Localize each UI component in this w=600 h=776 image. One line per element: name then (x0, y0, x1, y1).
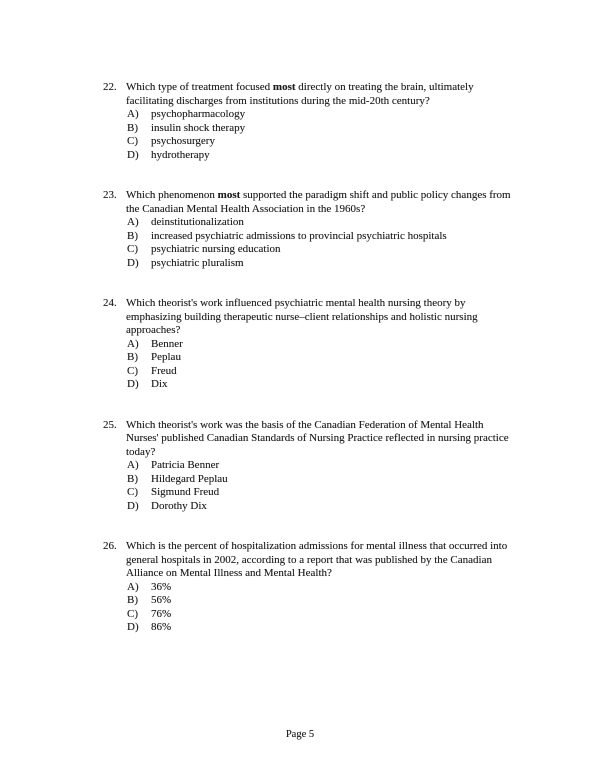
question-24 (103, 297, 600, 392)
option-text: psychosurgery (151, 135, 215, 147)
option-letter: B) (127, 121, 138, 134)
option-letter: D) (127, 378, 139, 390)
option-letter: D) (127, 499, 139, 512)
answer-option (126, 135, 474, 149)
question-stem-line: the Canadian Mental Health Association in the 1960s? (126, 202, 366, 215)
option-text: psychiatric pluralism (151, 256, 244, 269)
question-stem-line (126, 540, 507, 554)
stem-bold-segment: most (217, 189, 241, 201)
stem-text-segment: directly on treating the brain, ultimately (295, 81, 474, 93)
option-text: Dix (151, 378, 168, 390)
question-stem-line (126, 189, 511, 203)
stem-text-segment: Which is the percent of hospitalization admissions for mental illness that occurred into (126, 540, 508, 552)
answer-option (126, 378, 478, 392)
answer-option (126, 338, 478, 352)
option-text: Sigmund Freud (151, 486, 220, 498)
stem-text-segment: Which theorist's work was the basis of the Canadian Federation of Mental Health (126, 418, 484, 431)
option-letter: B) (127, 229, 138, 242)
question-22 (103, 81, 600, 162)
option-text: increased psychiatric admissions to provincial psychiatric hospitals (151, 229, 447, 242)
option-letter: B) (127, 472, 138, 485)
question-stem-line: today? (126, 445, 156, 458)
answer-option (126, 608, 507, 622)
question-stem-line: approaches? (126, 324, 181, 336)
question-stem-line (126, 81, 474, 95)
question-number: 22. (103, 81, 117, 93)
question-body (126, 189, 511, 270)
question-stem-line (126, 297, 478, 311)
question-stem-line: emphasizing building therapeutic nurse–client relationships and holistic nursing (126, 310, 478, 323)
option-letter: B) (127, 351, 138, 363)
answer-option (126, 230, 511, 244)
answer-option (126, 500, 509, 514)
stem-text-segment: Which phenomenon (126, 189, 218, 201)
option-text: Benner (151, 337, 183, 350)
option-letter: C) (127, 243, 138, 255)
question-body (126, 81, 474, 162)
option-letter: A) (127, 580, 139, 593)
option-text: psychopharmacology (151, 108, 246, 120)
option-letter: D) (127, 256, 139, 269)
option-text: deinstitutionalization (151, 216, 244, 228)
option-text: Freud (151, 364, 177, 377)
option-text: 36% (151, 580, 172, 593)
answer-option (126, 621, 507, 635)
option-letter: C) (127, 135, 138, 147)
answer-option (126, 594, 507, 608)
option-letter: D) (127, 621, 139, 633)
question-stem-line: facilitating discharges from institutions during the mid-20th century? (126, 94, 430, 107)
question-stem-line: Nurses' published Canadian Standards of Nursing Practice reflected in nursing practice (126, 432, 509, 444)
option-letter: B) (127, 594, 138, 606)
answer-option (126, 459, 509, 473)
question-23 (103, 189, 600, 270)
question-25 (103, 419, 600, 514)
question-body (126, 419, 509, 514)
option-text: Patricia Benner (151, 459, 220, 471)
stem-text-segment: Which theorist's work influenced psychiatric mental health nursing theory by (126, 297, 466, 309)
option-text: psychiatric nursing education (151, 243, 281, 255)
option-text: insulin shock therapy (151, 121, 246, 134)
question-stem-line (126, 419, 509, 433)
answer-option (126, 473, 509, 487)
option-text: 56% (151, 594, 172, 606)
answer-option (126, 108, 474, 122)
page-number: Page 5 (285, 729, 315, 740)
option-text: Peplau (151, 351, 181, 363)
option-letter: C) (127, 486, 138, 498)
question-number: 25. (103, 418, 117, 431)
option-letter: A) (127, 337, 139, 350)
answer-option (126, 351, 478, 365)
question-number: 23. (103, 189, 117, 201)
question-body (126, 540, 507, 635)
answer-option (126, 243, 511, 257)
option-letter: D) (127, 148, 139, 161)
option-letter: C) (127, 607, 138, 620)
option-text: Dorothy Dix (151, 499, 207, 512)
question-number: 24. (103, 297, 117, 309)
question-stem-line: general hospitals in 2002, according to a report that was published by the Canadian (126, 553, 492, 566)
question-number: 26. (103, 540, 117, 552)
question-26 (103, 540, 600, 635)
option-letter: A) (127, 459, 139, 471)
answer-option (126, 486, 509, 500)
option-text: 86% (151, 621, 172, 633)
answer-option (126, 149, 474, 163)
question-body (126, 297, 478, 392)
answer-option (126, 216, 511, 230)
option-letter: A) (127, 108, 139, 120)
stem-text-segment: Which type of treatment focused (126, 81, 273, 93)
stem-text-segment: supported the paradigm shift and public policy changes from (240, 189, 511, 201)
question-stem-line: Alliance on Mental Illness and Mental Health? (126, 567, 332, 579)
option-letter: C) (127, 364, 138, 377)
answer-option (126, 365, 478, 379)
option-letter: A) (127, 216, 139, 228)
option-text: 76% (151, 607, 172, 620)
option-text: hydrotherapy (151, 148, 210, 161)
answer-option (126, 581, 507, 595)
answer-option (126, 257, 511, 271)
answer-option (126, 122, 474, 136)
option-text: Hildegard Peplau (151, 472, 228, 485)
stem-bold-segment: most (272, 81, 296, 93)
